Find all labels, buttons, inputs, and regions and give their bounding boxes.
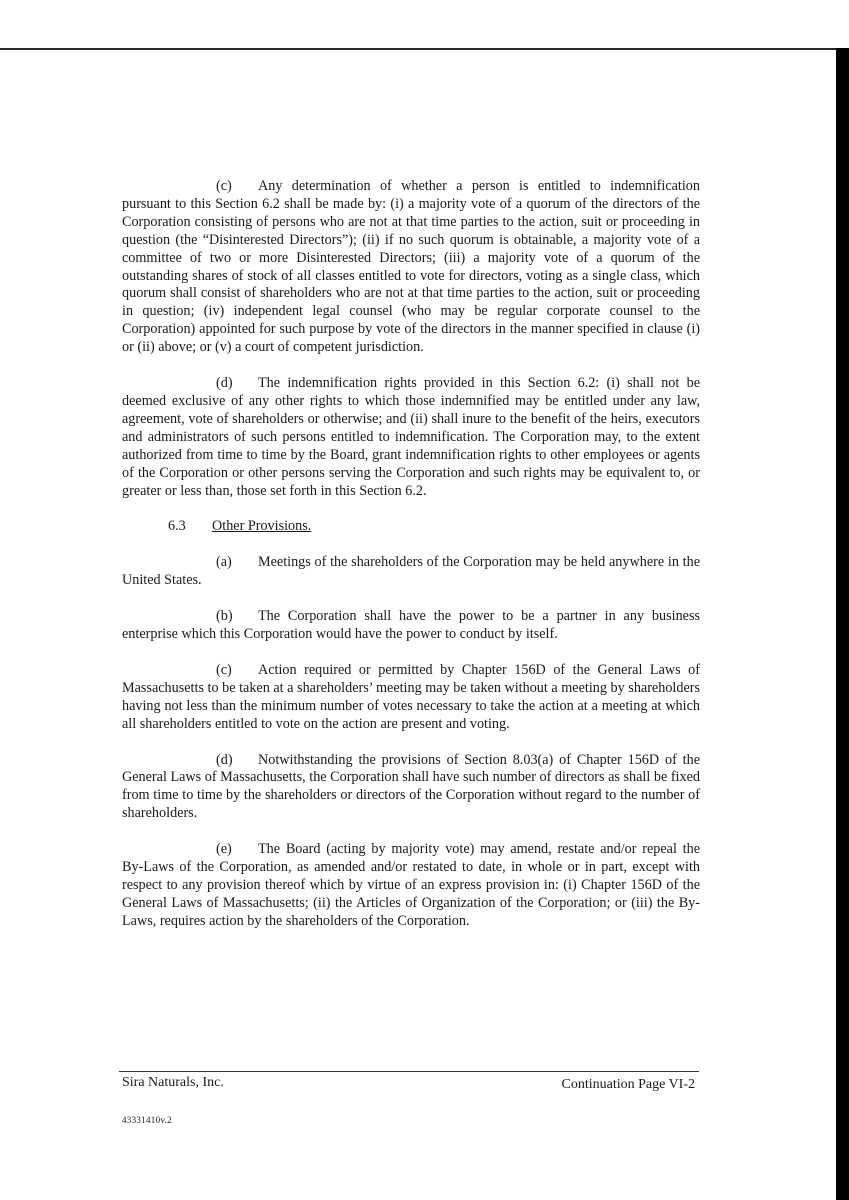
scan-top-border (0, 48, 836, 50)
paragraph-6-3-c (122, 662, 700, 734)
footer-divider (119, 1071, 699, 1072)
paragraph-text: Any determination of whether a person is entitled to indemnification pursuant to this Section 6.2 shall be made by: (i) a majority vote of a quorum of the directors of the Corporation consisting of persons who are not at that time parties to the action, suit or proceeding in question (the “Disinterested Directors”); (ii) if no such quorum is obtainable, a majority vote of a committee of two or more Disinterested Directors; (iii) a majority vote of a quorum of the outstanding shares of stock of all classes entitled to vote for directors, voting as a single class, which quorum shall consist of shareholders who are not at that time parties to the action, suit or proceeding in question; (iv) independent legal counsel (who may be regular corporate counsel to the Corporation) appointed for such purpose by vote of the directors in the manner specified in clause (i) or (ii) above; or (v) a court of competent jurisdiction. (122, 178, 700, 356)
section-title: Other Provisions. (212, 518, 312, 535)
footer-company-name: Sira Naturals, Inc. (122, 1075, 224, 1090)
paragraph-6-3-d (122, 752, 700, 824)
section-number: 6.3 (168, 518, 186, 535)
paragraph-text: The Corporation shall have the power to be a partner in any business enterprise which this Corporation would have the power to conduct by itself. (122, 608, 700, 643)
paragraph-6-2-d (122, 375, 700, 500)
paragraph-text: Action required or permitted by Chapter 156D of the General Laws of Massachusetts to be taken at a shareholders’ meeting may be taken without a meeting by shareholders having not less than the minimum number of votes necessary to take the action at a meeting at which all shareholders entitled to vote on the action are present and voting. (122, 661, 700, 732)
paragraph-label: (a) (216, 554, 232, 571)
section-heading-6-3 (122, 518, 700, 536)
paragraph-text: The indemnification rights provided in this Section 6.2: (i) shall not be deemed exclusive of any other rights to which those indemnified may be entitled under any law, agreement, vote of shareholders or otherwise; and (ii) shall inure to the benefit of the heirs, executors and administrators of such persons entitled to indemnification. The Corporation may, to the extent authorized from time to time by the Board, grant indemnification rights to other employees or agents of the Corporation or other persons serving the Corporation and such rights may be equivalent to, or greater or less than, those set forth in this Section 6.2. (122, 375, 700, 499)
scan-right-edge (836, 48, 849, 1200)
paragraph-6-2-c (122, 178, 700, 357)
paragraph-text: Notwithstanding the provisions of Section 8.03(a) of Chapter 156D of the General Laws of Massachusetts, the Corporation shall have such number of directors as shall be fixed from time to time by the shareholders or directors of the Corporation without regard to the number of shareholders. (122, 751, 700, 822)
paragraph-text: Meetings of the shareholders of the Corporation may be held anywhere in the United States. (122, 554, 700, 589)
document-id: 43331410v.2 (122, 1115, 172, 1125)
paragraph-6-3-b (122, 608, 700, 644)
paragraph-label: (e) (216, 841, 232, 858)
paragraph-label: (d) (216, 375, 233, 392)
paragraph-6-3-a (122, 554, 700, 590)
paragraph-6-3-e (122, 841, 700, 931)
paragraph-label: (d) (216, 751, 233, 768)
footer-page-label: Continuation Page VI-2 (561, 1077, 695, 1092)
paragraph-label: (c) (216, 178, 232, 194)
document-body (122, 178, 700, 949)
paragraph-label: (b) (216, 608, 233, 625)
paragraph-label: (c) (216, 661, 232, 678)
paragraph-text: The Board (acting by majority vote) may amend, restate and/or repeal the By-Laws of the Corporation, as amended and/or restated to date, in whole or in part, except with respect to any provision thereof which by virtue of an express provision in: (i) Chapter 156D of the General Laws of Massachusetts; (ii) the Articles of Organization of the Corporation; or (iii) the By-Laws, requires action by the shareholders of the Corporation. (122, 841, 700, 929)
